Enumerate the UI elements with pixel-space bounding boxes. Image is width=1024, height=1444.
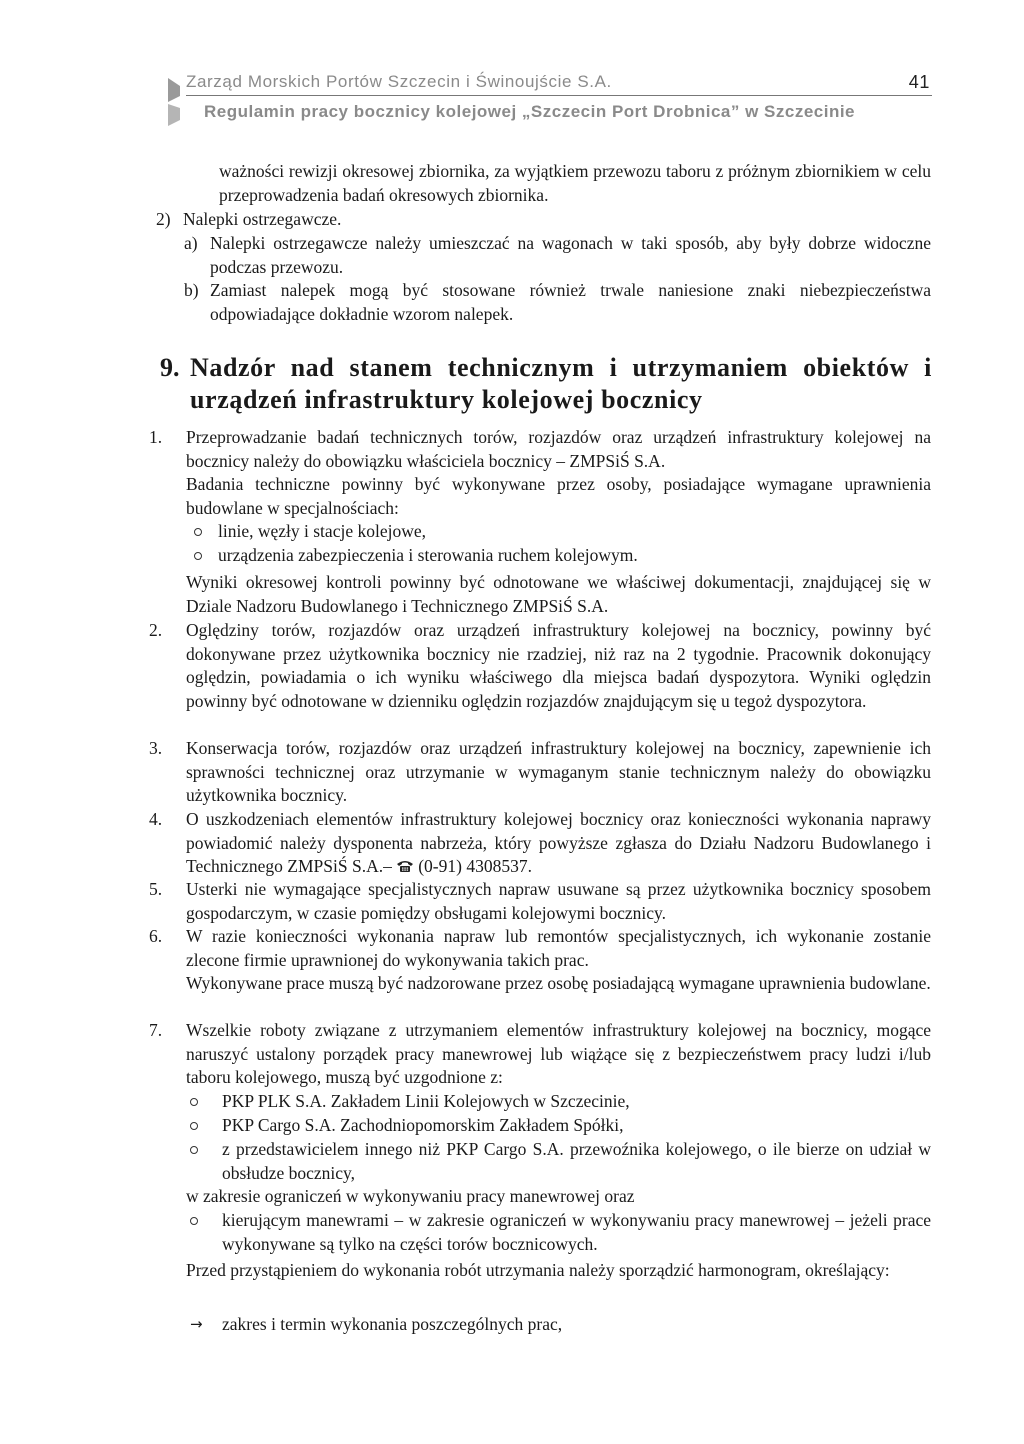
item-7-paragraph-3: Przed przystąpieniem do wykonania robót utrzymania należy sporządzić harmonogram, określający: — [186, 1260, 890, 1280]
item-7-arrow-item-1: zakres i termin wykonania poszczególnych prac, — [222, 1314, 563, 1334]
item-2-paragraph: Oględziny torów, rozjazdów oraz urządzeń infrastruktury kolejowej na bocznicy, powinny być dokonywane przez użytkownika bocznicy nie rzadziej, niż raz na 2 tygodnie. Pracownik dokonujący oględzin, powiadamia o ich wyniku właściwego dla miejsca badań dyspozytora. Wyniki oględzin powinny być odnotowane w dzienniku oględzin rozjazdów znajdującym się u tegoż dyspozytora. — [186, 620, 931, 711]
item-7-number: 7. — [149, 1020, 163, 1040]
item-2-label: 2) — [156, 209, 171, 229]
arrow-right-icon: → — [190, 1315, 203, 1333]
item-7-bullet-2: PKP Cargo S.A. Zachodniopomorskim Zakładem Spółki, — [222, 1115, 624, 1135]
telephone-icon — [396, 859, 414, 873]
item-5-number: 5. — [149, 879, 163, 899]
continuation-paragraph: ważności rewizji okresowej zbiornika, za wyjątkiem przewozu taboru z próżnym zbiornikiem w celu przeprowadzenia badań okresowych zbiornika. — [219, 161, 931, 205]
item-1-bullet-2: urządzenia zabezpieczenia i sterowania ruchem kolejowym. — [218, 545, 638, 565]
header-org-line — [186, 72, 932, 96]
item-1-number: 1. — [149, 427, 163, 447]
bullet-icon — [190, 1122, 198, 1130]
item-4-paragraph — [186, 808, 931, 879]
item-1-paragraph-1: Przeprowadzanie badań technicznych torów, rozjazdów oraz urządzeń infrastruktury kolejowej na bocznicy należy do obowiązku właściciela bocznicy – ZMPSiŚ S.A. — [186, 427, 931, 471]
item-7-bullet-4: kierującym manewrami – w zakresie ograniczeń w wykonywaniu pracy manewrowej – jeżeli prace wykonywane są tylko na części torów bocznicowych. — [222, 1210, 931, 1254]
item-7-paragraph-2: w zakresie ograniczeń w wykonywaniu pracy manewrowej oraz — [186, 1186, 635, 1206]
header-doc-title: Regulamin pracy bocznicy kolejowej „Szczecin Port Drobnica” w Szczecinie — [204, 102, 856, 121]
item-2a-label: a) — [184, 233, 198, 253]
bullet-icon — [190, 1217, 198, 1225]
item-1-bullet-1: linie, węzły i stacje kolejowe, — [218, 521, 426, 541]
item-7-bullet-3: z przedstawicielem innego niż PKP Cargo S.A. przewoźnika kolejowego, o ile bierze on udział w obsłudze bocznicy, — [222, 1139, 931, 1183]
item-2a-text: Nalepki ostrzegawcze należy umieszczać na wagonach w taki sposób, aby były dobrze widoczne podczas przewozu. — [210, 233, 931, 277]
bullet-icon — [194, 528, 202, 536]
page-header — [186, 72, 932, 122]
bullet-icon — [190, 1098, 198, 1106]
page-number: 41 — [908, 72, 930, 92]
item-5-paragraph: Usterki nie wymagające specjalistycznych napraw usuwane są przez użytkownika bocznicy sposobem gospodarczym, w czasie pomiędzy obsługami kolejowymi bocznicy. — [186, 879, 931, 923]
item-3-paragraph: Konserwacja torów, rozjazdów oraz urządzeń infrastruktury kolejowej na bocznicy, zapewnienie ich sprawności technicznej oraz utrzymanie w wymaganym stanie technicznym należy do obowiązku użytkownika bocznicy. — [186, 738, 931, 805]
section-title: Nadzór nad stanem technicznym i utrzymaniem obiektów i urządzeń infrastruktury kolejowej bocznicy — [190, 353, 932, 414]
bullet-icon — [190, 1146, 198, 1154]
item-7-paragraph-1: Wszelkie roboty związane z utrzymaniem elementów infrastruktury kolejowej na bocznicy, mogące naruszyć ustalony porządek pracy manewrowej lub wiążące się z bezpieczeństwem pracy ludzi i/lub taboru kolejowego, muszą być uzgodnione z: — [186, 1020, 931, 1087]
item-2-text: Nalepki ostrzegawcze. — [183, 209, 342, 229]
item-6-paragraph-2: Wykonywane prace muszą być nadzorowane przez osobę posiadającą wymagane uprawnienia budowlane. — [186, 973, 931, 993]
phone-number: (0-91) 4308537. — [418, 856, 532, 876]
header-org: Zarząd Morskich Portów Szczecin i Świnoujście S.A. — [186, 72, 612, 91]
item-3-number: 3. — [149, 738, 163, 758]
port-logo-icon — [166, 76, 184, 128]
item-2b-label: b) — [184, 280, 199, 300]
item-2b-text: Zamiast nalepek mogą być stosowane również trwale naniesione znaki niebezpieczeństwa odpowiadające dokładnie wzorom nalepek. — [210, 280, 931, 324]
item-4-number: 4. — [149, 809, 163, 829]
item-7-bullet-1: PKP PLK S.A. Zakładem Linii Kolejowych w Szczecinie, — [222, 1091, 630, 1111]
item-1-paragraph-3: Wyniki okresowej kontroli powinny być odnotowane we właściwej dokumentacji, znajdującej się w Dziale Nadzoru Budowlanego i Technicznego ZMPSiŚ S.A. — [186, 572, 931, 616]
item-6-paragraph-1: W razie konieczności wykonania napraw lub remontów specjalistycznych, ich wykonanie zostanie zlecone firmie uprawnionej do wykonywania takich prac. — [186, 926, 931, 970]
section-number: 9. — [160, 353, 180, 382]
item-6-number: 6. — [149, 926, 163, 946]
item-2-number: 2. — [149, 620, 163, 640]
bullet-icon — [194, 552, 202, 560]
item-4-text: O uszkodzeniach elementów infrastruktury kolejowej bocznicy oraz konieczności wykonania naprawy powiadomić należy dysponenta nabrzeża, który powyższe zgłasza do Działu Nadzoru Budowlanego i Technicznego ZMPSiŚ S.A.– — [186, 809, 931, 876]
item-1-paragraph-2: Badania techniczne powinny być wykonywane przez osoby, posiadające wymagane uprawnienia budowlane w specjalnościach: — [186, 474, 931, 518]
